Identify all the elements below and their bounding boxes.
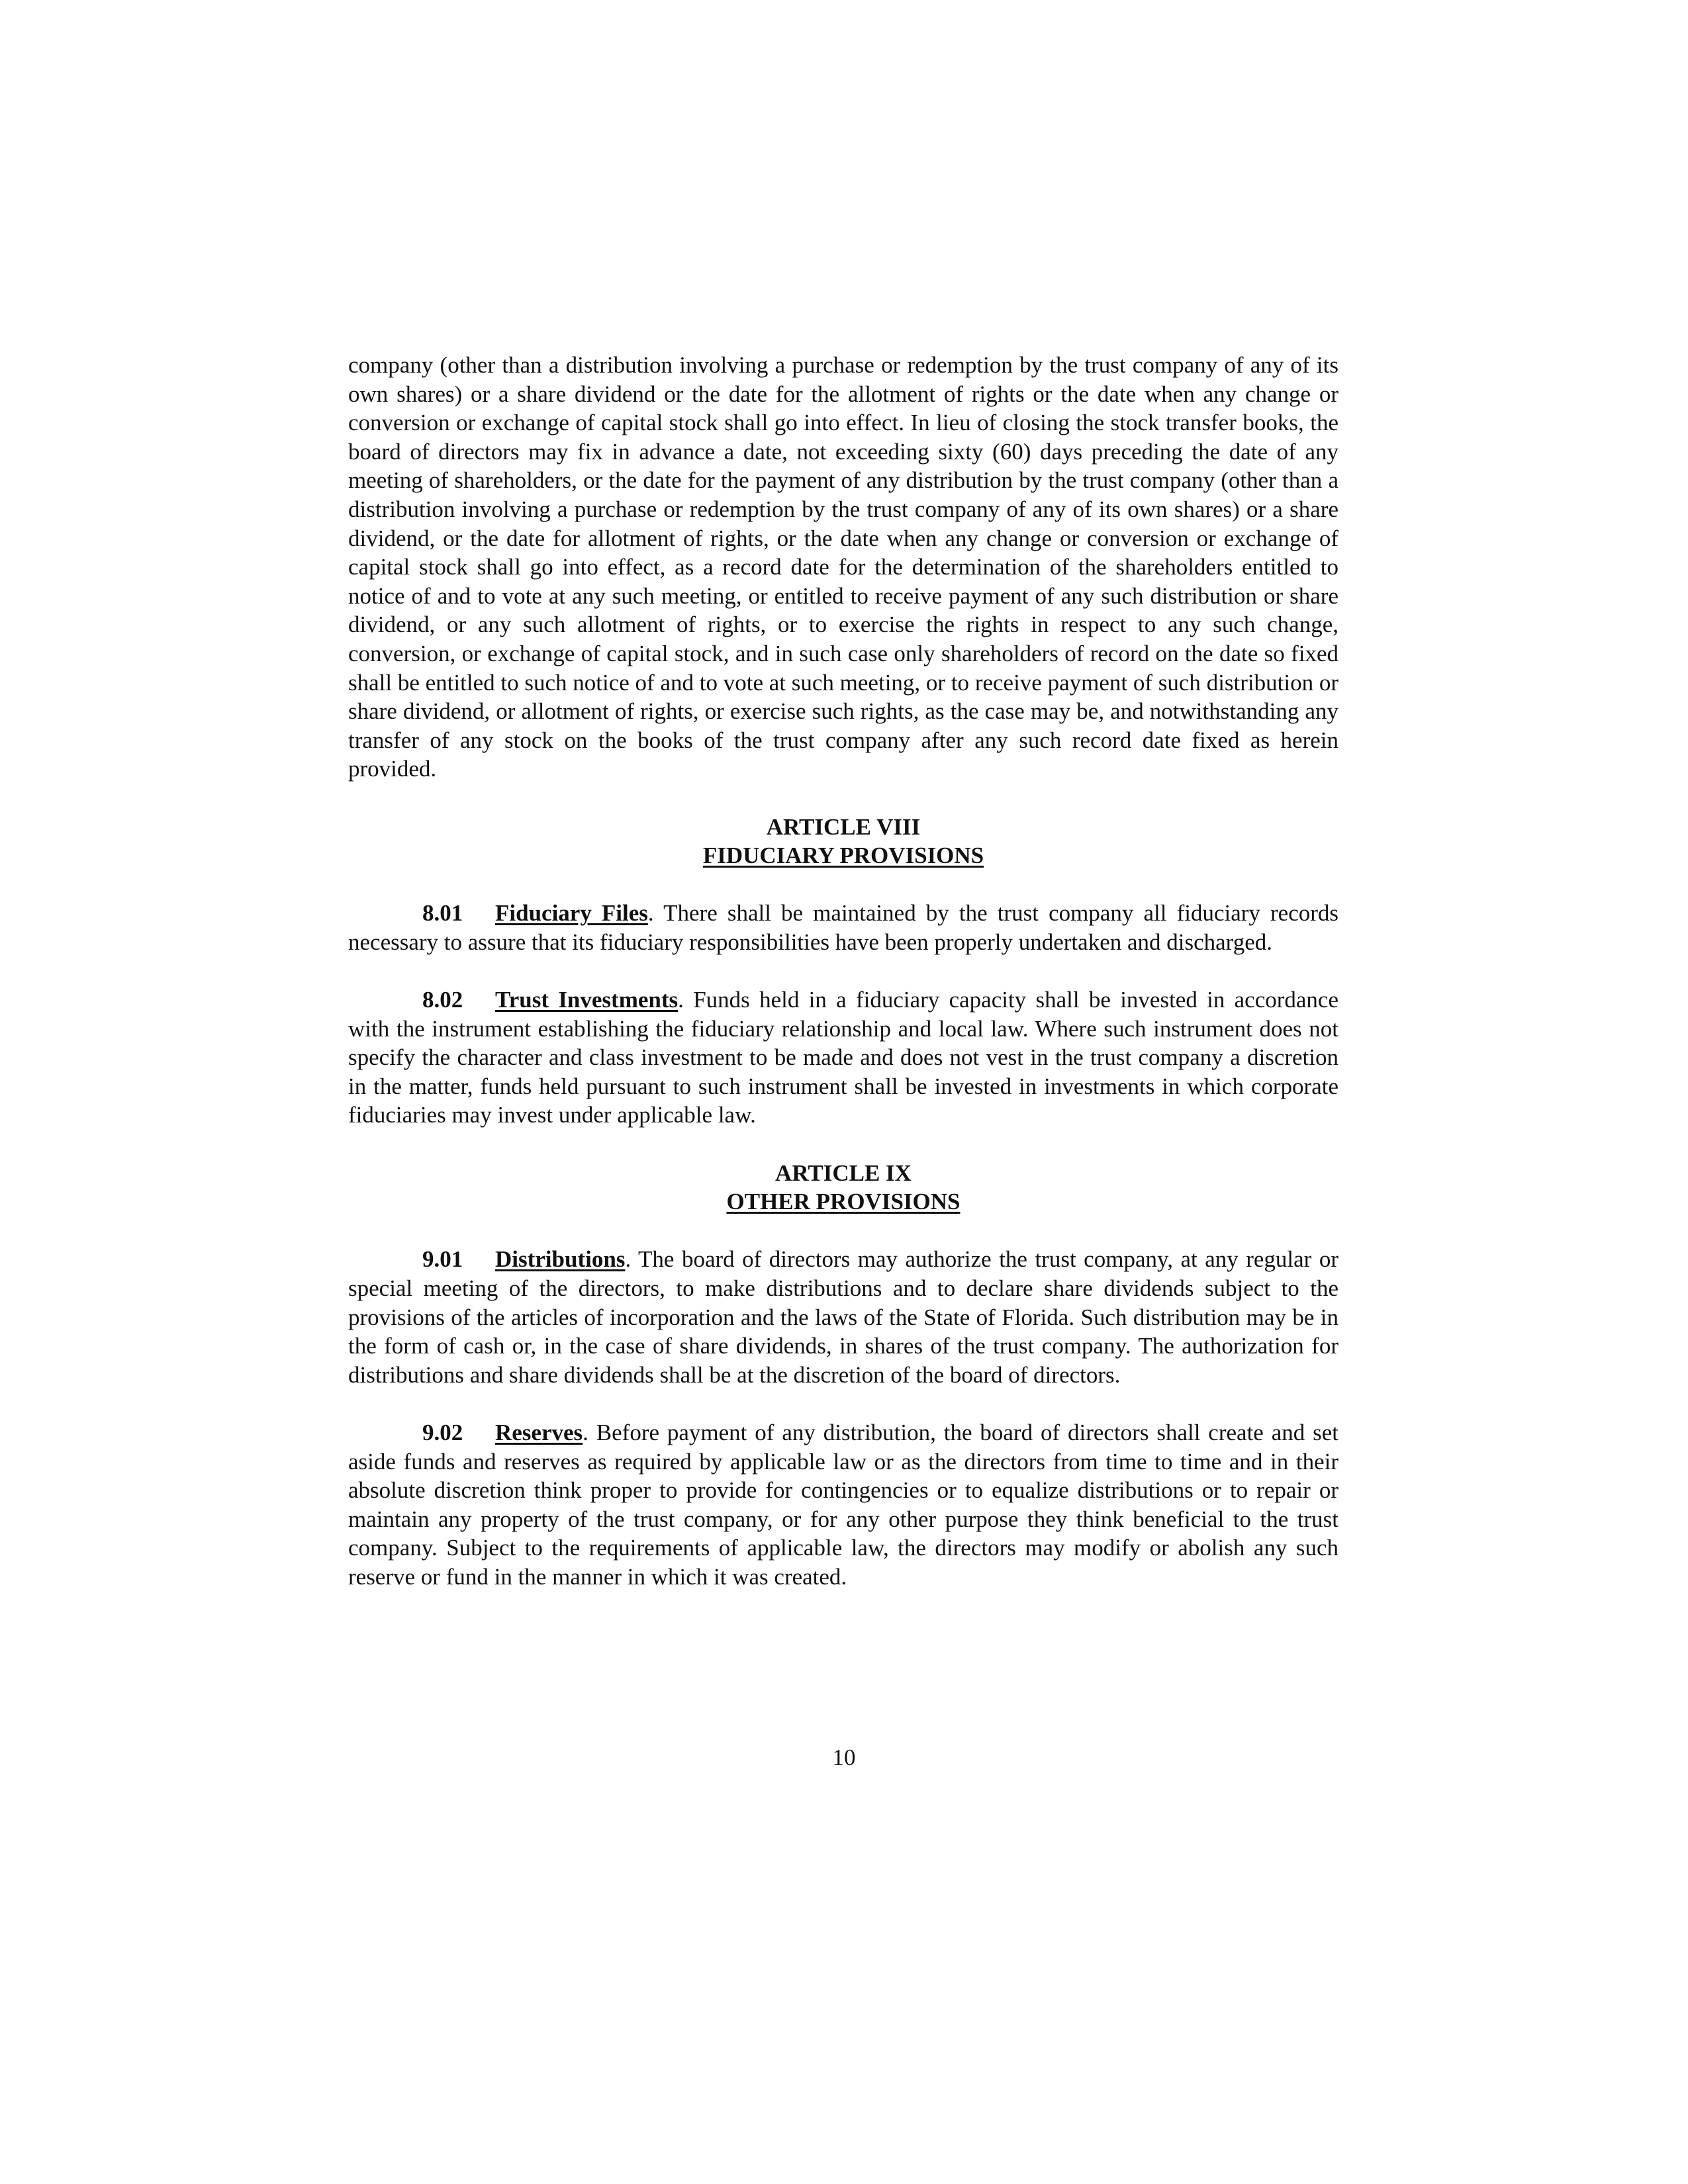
section-number: 9.02	[422, 1419, 463, 1445]
section-title: Distributions	[495, 1246, 626, 1273]
article-number: ARTICLE IX	[775, 1160, 912, 1186]
section-title: Fiduciary Files	[495, 900, 648, 927]
section-number: 9.01	[422, 1246, 463, 1273]
section-title: Reserves	[495, 1419, 583, 1445]
section-body: . There shall be maintained by the trust company all fiduciary records necessary to assure that its fiduciary responsibilities have been properly undertaken and discharged.	[348, 900, 1339, 955]
section-number: 8.01	[422, 900, 463, 927]
page-number: 10	[832, 1745, 856, 1770]
article-heading-viii	[348, 813, 1338, 870]
section-body: . Before payment of any distribution, the board of directors shall create and set aside funds and reserves as required by applicable law or as the directors from time to time and in their absolute discretion think proper to provide for contingencies or to equalize distributions or to repair or maintain any property of the trust company, or for any other purpose they think beneficial to the trust company. Subject to the requirements of applicable law, the directors may modify or abolish any such reserve or fund in the manner in which it was created.	[348, 1419, 1338, 1590]
section-title: Trust Investments	[495, 987, 679, 1013]
section-body: . The board of directors may authorize the trust company, at any regular or special meeting of the directors, to make distributions and to declare share dividends subject to the provisions of the articles of incorporation and the laws of the State of Florida. Such distribution may be in the form of cash or, in the case of share dividends, in shares of the trust company. The authorization for distributions and share dividends shall be at the discretion of the board of directors.	[348, 1246, 1338, 1388]
section-8-01	[348, 899, 1338, 956]
article-title: OTHER PROVISIONS	[726, 1189, 961, 1215]
article-title: FIDUCIARY PROVISIONS	[702, 842, 984, 869]
article-number: ARTICLE VIII	[766, 813, 921, 840]
section-number: 8.02	[422, 987, 463, 1013]
continuation-paragraph: company (other than a distribution involving a purchase or redemption by the trust company of any of its own shares) or a share dividend or the date for the allotment of rights or the date when any change or conversion or exchange of capital stock shall go into effect. In lieu of closing the stock transfer books, the board of directors may fix in advance a date, not exceeding sixty (60) days preceding the date of any meeting of shareholders, or the date for the payment of any distribution by the trust company (other than a distribution involving a purchase or redemption by the trust company of any of its own shares) or a share dividend, or the date for allotment of rights, or the date when any change or conversion or exchange of capital stock shall go into effect, as a record date for the determination of the shareholders entitled to notice of and to vote at any such meeting, or entitled to receive payment of any such distribution or share dividend, or any such allotment of rights, or to exercise the rights in respect to any such change, conversion, or exchange of capital stock, and in such case only shareholders of record on the date so fixed shall be entitled to such notice of and to vote at such meeting, or to receive payment of such distribution or share dividend, or allotment of rights, or exercise such rights, as the case may be, and notwithstanding any transfer of any stock on the books of the trust company after any such record date fixed as herein provided.	[348, 352, 1338, 782]
article-heading-ix	[348, 1159, 1338, 1216]
section-body: . Funds held in a fiduciary capacity shall be invested in accordance with the instrument establishing the fiduciary relationship and local law. Where such instrument does not specify the character and class investment to be made and does not vest in the trust company a discretion in the matter, funds held pursuant to such instrument shall be invested in investments in which corporate fiduciaries may invest under applicable law.	[348, 987, 1338, 1128]
section-9-01	[348, 1245, 1338, 1389]
section-8-02	[348, 985, 1338, 1130]
section-9-02	[348, 1418, 1338, 1592]
page-body	[348, 351, 1338, 1592]
